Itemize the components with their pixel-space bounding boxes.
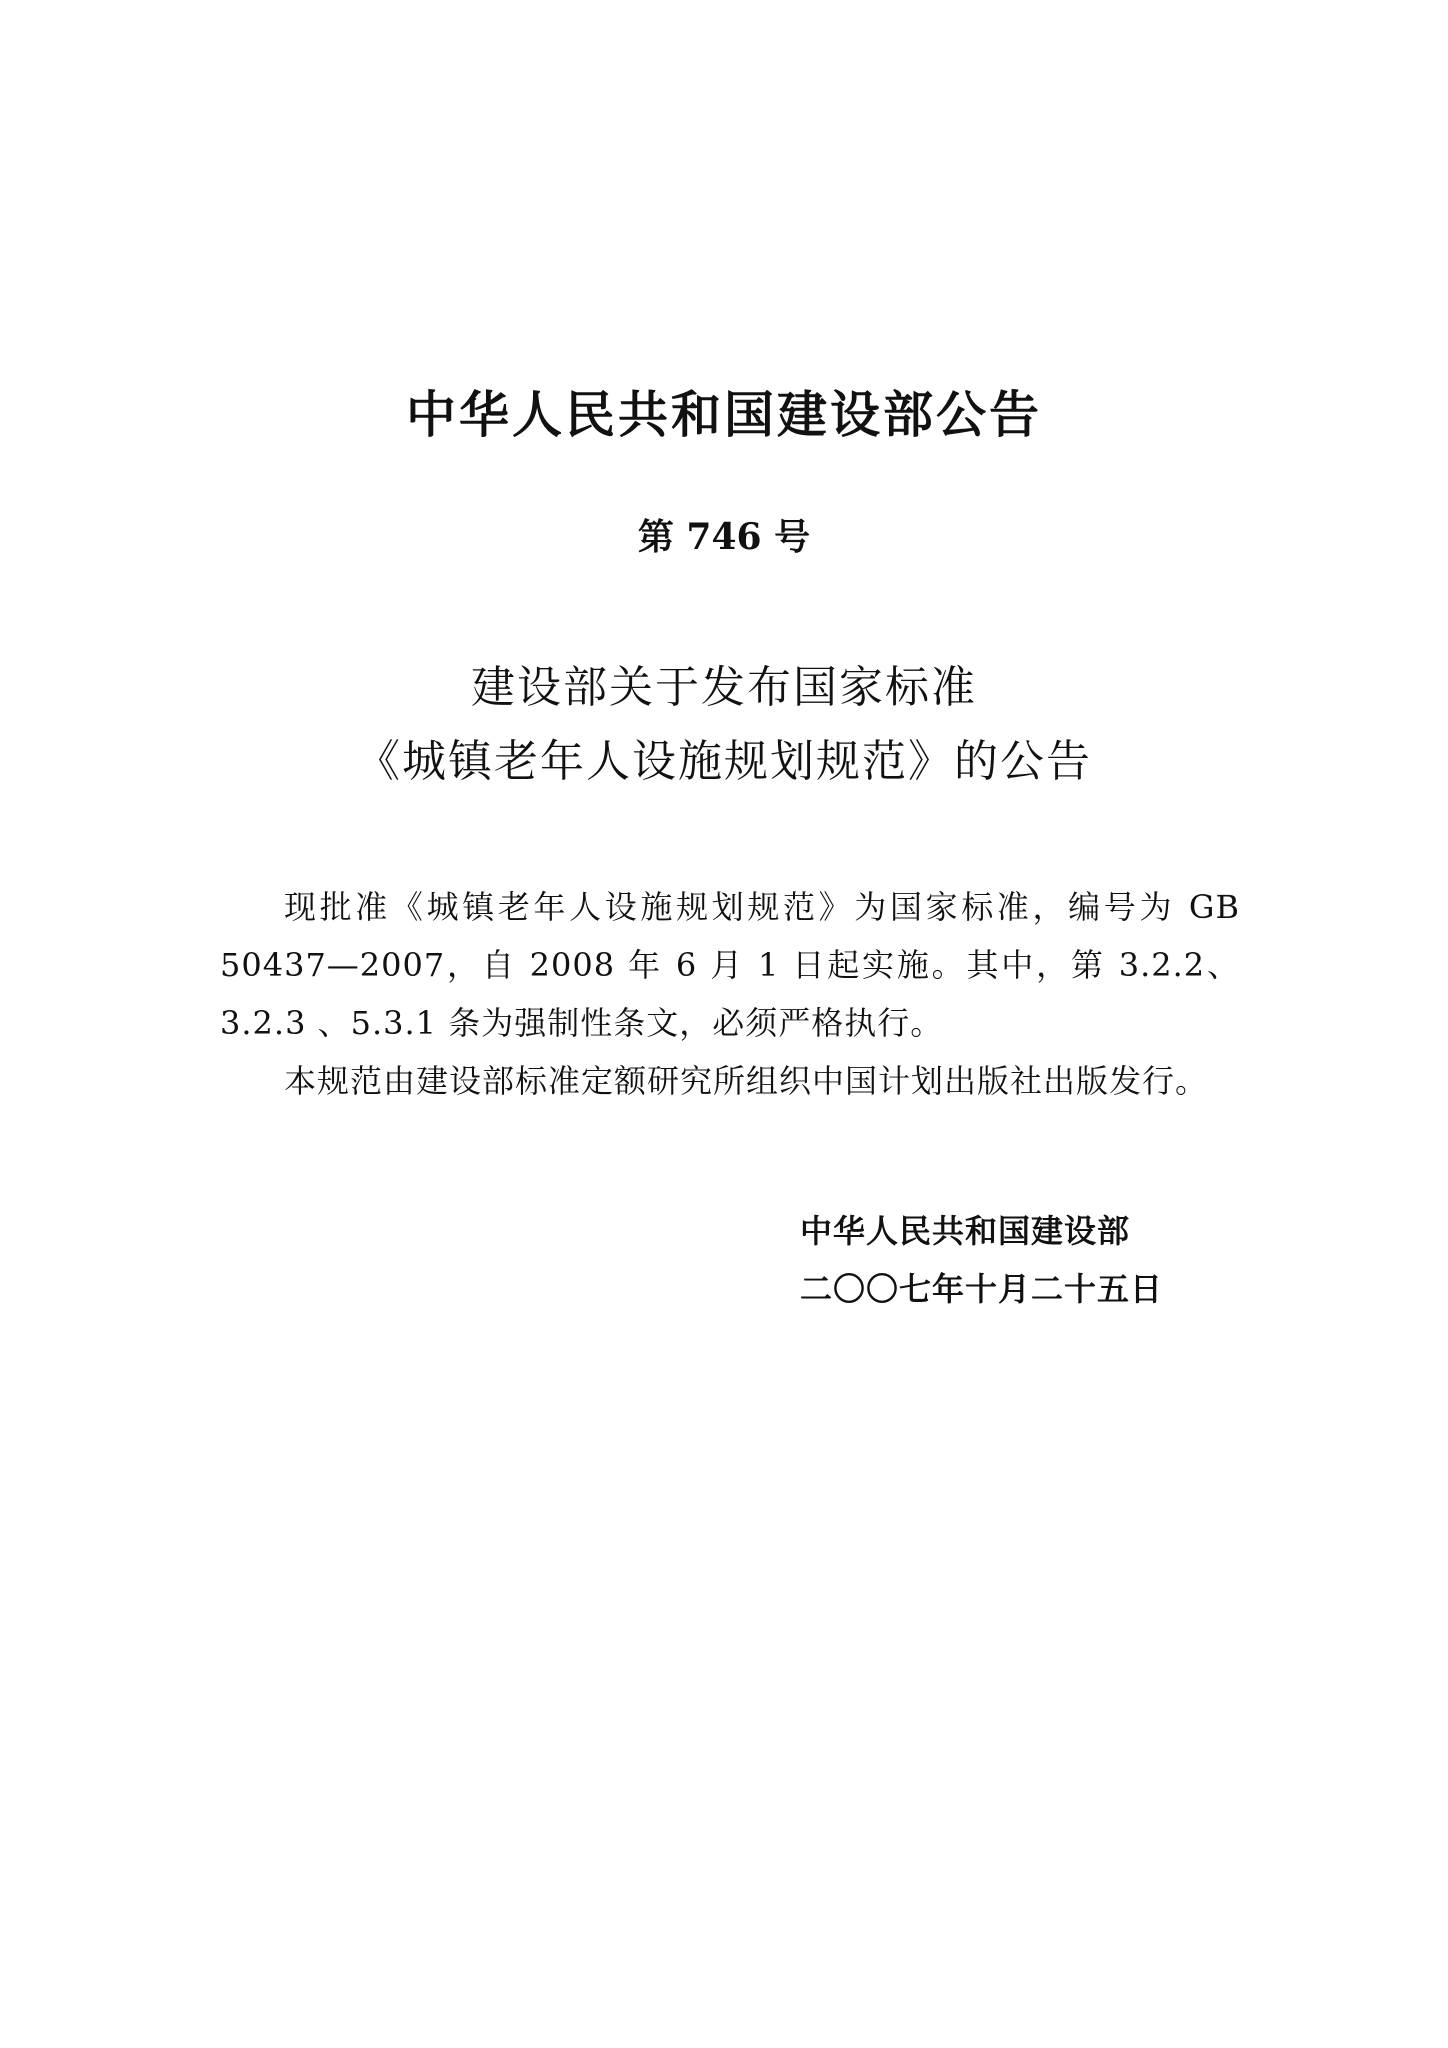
announcement-body — [220, 878, 1240, 1110]
announcement-subtitle-line2: 《城镇老年人设施规划规范》的公告 — [356, 736, 1092, 787]
announcement-number: 第 746 号 — [637, 516, 811, 558]
signature-organization: 中华人民共和国建设部 — [800, 1212, 1131, 1250]
body-paragraph-publication: 本规范由建设部标准定额研究所组织中国计划出版社出版发行。 — [284, 1062, 1209, 1100]
announcement-subtitle-line1: 建设部关于发布国家标准 — [471, 662, 977, 713]
announcement-title: 中华人民共和国建设部公告 — [406, 386, 1042, 444]
signature-date: 二〇〇七年十月二十五日 — [800, 1270, 1164, 1308]
body-paragraph-approval: 现批准《城镇老年人设施规划规范》为国家标准，编号为 GB 50437—2007，自 2008 年 6 月 1 日起实施。其中，第 3.2.2、3.2.3 、5.3.1 条为强制性条文，必须严格执行。 — [220, 888, 1240, 1042]
